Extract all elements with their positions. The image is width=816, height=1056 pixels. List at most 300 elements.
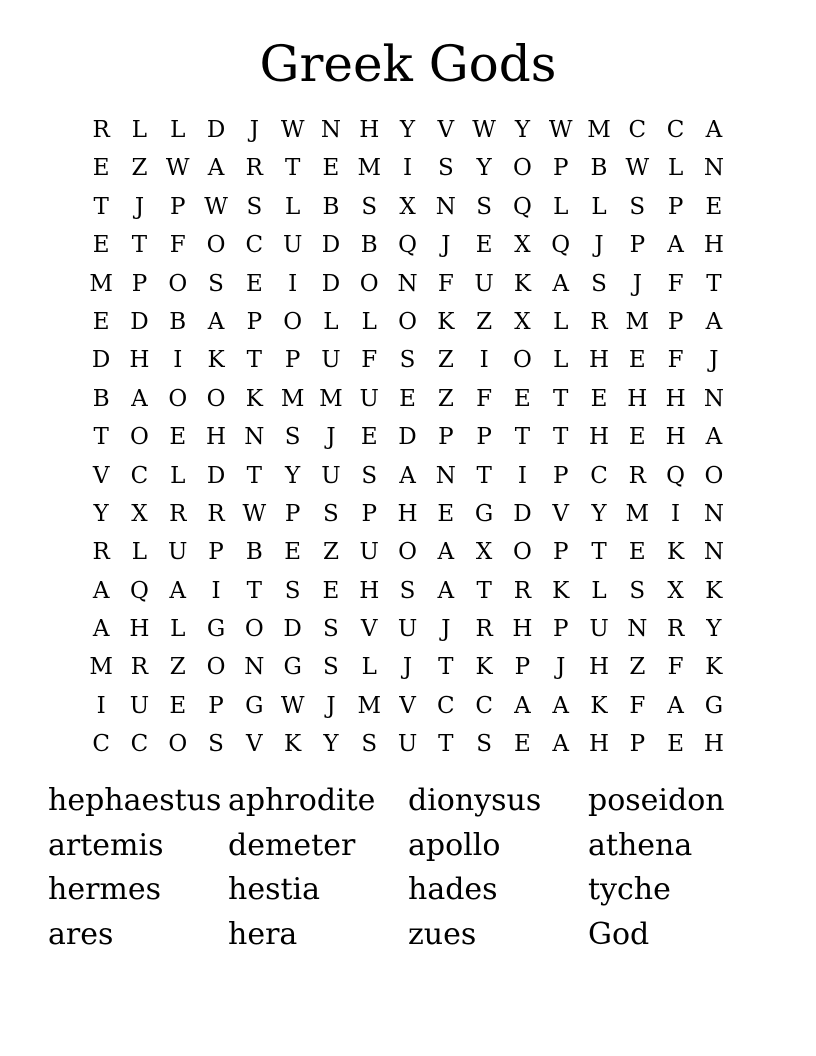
grid-letter: D [130,308,149,335]
grid-letter: A [514,692,531,719]
grid-letter: T [93,424,109,451]
grid-letter: C [130,462,149,489]
word-list-item: athena [588,827,693,863]
grid-letter: J [594,232,604,259]
grid-letter: T [553,424,569,451]
word-list-item: dionysus [408,783,542,818]
grid-letter: T [93,193,109,220]
grid-letter: U [282,232,303,259]
grid-letter: J [402,654,413,681]
grid-letter: N [244,654,265,681]
grid-letter: A [437,577,455,604]
grid-letter: N [320,117,341,143]
grid-letter: N [703,385,724,412]
grid-letter: P [552,155,569,182]
grid-letter: D [513,500,532,527]
grid-letter: R [666,616,685,643]
grid-letter: U [397,616,418,643]
grid-letter: K [513,270,531,297]
grid-letter: Y [591,500,607,527]
grid-letter: V [92,462,110,489]
grid-letter: M [89,654,113,681]
word-list-item: hephaestus [48,783,222,818]
grid-letter: J [134,193,145,220]
grid-letter: V [399,692,416,719]
grid-letter: P [552,539,569,566]
word-list-item: hades [408,872,498,907]
grid-letter: X [399,193,416,220]
grid-letter: R [628,462,646,489]
grid-letter: U [129,692,150,719]
grid-letter: H [588,424,610,451]
word-list-item: God [588,916,650,952]
grid-letter: P [208,539,224,566]
grid-letter: E [590,385,608,412]
grid-letter: P [552,616,569,643]
grid-letter: E [399,385,416,412]
grid-letter: O [398,308,417,335]
grid-letter: L [131,539,148,566]
grid-letter: W [204,193,228,220]
grid-letter: K [705,577,723,604]
grid-letter: A [667,232,684,259]
grid-letter: V [552,500,570,527]
grid-letter: J [326,424,336,451]
grid-letter: N [703,500,724,527]
grid-letter: W [548,117,573,143]
grid-letter: K [590,692,608,719]
grid-letter: K [552,577,570,604]
grid-letter: H [665,424,686,451]
grid-letter: X [667,577,684,604]
word-list [48,779,768,957]
grid-letter: S [591,270,607,297]
grid-letter: U [168,539,188,566]
grid-letter: T [438,731,454,758]
grid-letter: E [245,270,263,297]
grid-letter: P [361,500,377,527]
grid-letter: N [703,155,724,182]
grid-letter: K [475,654,493,681]
word-list-item: poseidon [588,783,725,818]
grid-letter: Z [131,155,148,182]
grid-letter: Q [130,577,149,604]
grid-letter: O [206,654,226,681]
grid-letter: X [514,308,531,335]
grid-letter: Q [512,193,532,220]
grid-letter: H [512,616,533,643]
grid-letter: C [666,117,685,143]
grid-letter: I [96,692,106,719]
grid-letter: R [92,539,110,566]
grid-letter: M [357,692,381,719]
grid-letter: S [476,193,492,220]
grid-letter: S [476,731,492,758]
grid-letter: O [283,308,303,335]
grid-letter: T [706,270,722,297]
letter-grid [82,111,733,764]
grid-letter: R [130,654,149,681]
grid-letter: B [360,232,378,259]
grid-letter: J [556,654,566,681]
grid-letter: E [628,424,646,451]
grid-letter: B [92,385,110,412]
grid-letter: E [92,155,110,182]
grid-letter: A [552,692,570,719]
grid-letter: H [588,347,610,374]
grid-letter: D [398,424,417,451]
grid-letter: A [437,539,455,566]
grid-letter: C [475,692,493,719]
grid-letter: N [397,270,418,297]
grid-letter: M [587,117,611,143]
grid-letter: G [474,500,494,527]
grid-letter: L [553,308,569,335]
grid-letter: E [628,539,646,566]
grid-letter: L [553,347,569,374]
grid-letter: K [207,347,225,374]
grid-letter: W [280,692,305,719]
grid-letter: E [667,731,684,758]
grid-letter: W [280,117,305,143]
grid-letter: S [361,193,378,220]
grid-letter: J [441,616,451,643]
grid-letter: A [552,270,570,297]
grid-letter: A [399,462,416,489]
word-list-item: hestia [228,872,321,907]
grid-letter: I [288,270,298,297]
grid-letter: F [437,270,454,297]
grid-letter: Z [437,385,454,412]
grid-letter: T [284,155,301,182]
grid-letter: Y [323,731,339,758]
grid-letter: L [170,462,186,489]
grid-letter: U [589,616,609,643]
grid-letter: U [474,270,494,297]
grid-letter: S [399,577,416,604]
grid-letter: O [512,155,532,182]
grid-letter: I [479,347,489,374]
grid-letter: E [705,193,723,220]
grid-letter: L [591,577,607,604]
grid-letter: F [169,232,186,259]
grid-letter: S [323,500,339,527]
grid-letter: Z [476,308,493,335]
grid-letter: M [280,385,305,412]
grid-letter: F [667,270,684,297]
grid-letter: Y [399,117,416,143]
word-list-item: aphrodite [228,783,376,818]
grid-letter: S [323,654,339,681]
grid-letter: E [169,692,187,719]
grid-letter: T [246,347,262,374]
grid-letter: S [361,731,378,758]
grid-letter: P [284,347,301,374]
grid-letter: H [359,117,380,143]
grid-letter: S [284,424,301,451]
grid-letter: L [284,193,301,220]
word-list-item: zues [408,916,477,952]
grid-letter: D [283,616,302,643]
grid-letter: P [131,270,148,297]
grid-letter: E [437,500,455,527]
grid-letter: E [322,155,340,182]
grid-letter: T [438,654,454,681]
grid-letter: W [625,155,650,182]
grid-letter: T [476,577,492,604]
grid-letter: M [319,385,343,412]
grid-letter: N [703,539,724,566]
grid-letter: E [514,385,531,412]
grid-letter: F [361,347,378,374]
grid-letter: A [552,731,570,758]
grid-letter: T [514,424,531,451]
grid-letter: Q [666,462,686,489]
grid-letter: V [246,731,263,758]
grid-letter: I [402,155,413,182]
grid-letter: H [397,500,418,527]
grid-letter: N [435,193,456,220]
grid-letter: Q [551,232,571,259]
grid-letter: P [552,462,569,489]
grid-letter: Z [437,347,454,374]
grid-letter: A [92,577,110,604]
grid-letter: L [667,155,684,182]
grid-letter: S [208,270,224,297]
word-list-item: artemis [48,827,164,863]
grid-letter: H [627,385,648,412]
grid-letter: S [437,155,454,182]
grid-letter: O [398,539,417,566]
word-list-item: demeter [228,827,356,863]
grid-letter: F [629,692,646,719]
grid-letter: H [665,385,686,412]
grid-letter: L [361,308,377,335]
grid-letter: A [207,155,225,182]
grid-letter: S [246,193,263,220]
grid-letter: T [553,385,569,412]
grid-letter: L [361,654,377,681]
grid-letter: O [168,270,188,297]
grid-letter: W [472,117,496,143]
grid-letter: E [514,731,531,758]
grid-letter: R [169,500,187,527]
grid-letter: I [211,577,221,604]
word-list-item: ares [48,916,114,952]
grid-letter: S [629,577,646,604]
grid-letter: Y [706,616,722,643]
grid-letter: O [512,347,532,374]
grid-letter: J [632,270,642,297]
grid-letter: O [206,232,226,259]
grid-letter: R [475,616,493,643]
grid-letter: A [169,577,187,604]
grid-letter: U [359,539,379,566]
grid-letter: H [588,654,610,681]
grid-letter: P [438,424,454,451]
grid-letter: T [131,232,148,259]
grid-letter: O [206,385,226,412]
grid-letter: P [514,654,531,681]
grid-letter: L [170,117,186,143]
grid-letter: G [245,692,264,719]
grid-letter: T [476,462,492,489]
grid-letter: A [667,692,684,719]
grid-letter: C [245,232,264,259]
grid-letter: A [705,424,723,451]
grid-letter: H [206,424,227,451]
grid-letter: L [170,616,186,643]
grid-letter: B [245,539,263,566]
grid-letter: O [244,616,264,643]
grid-letter: T [246,577,262,604]
grid-letter: K [667,539,685,566]
grid-letter: A [131,385,148,412]
grid-letter: S [323,616,339,643]
grid-letter: J [249,117,259,143]
grid-letter: E [322,577,340,604]
grid-letter: V [360,616,378,643]
grid-letter: H [703,232,724,259]
grid-letter: H [359,577,380,604]
grid-letter: U [321,347,341,374]
grid-letter: W [165,155,190,182]
grid-letter: C [130,731,149,758]
grid-letter: J [709,347,719,374]
grid-letter: S [399,347,416,374]
grid-letter: B [169,308,187,335]
grid-letter: U [321,462,341,489]
word-list-item: hermes [48,872,162,907]
grid-letter: D [91,347,111,374]
grid-letter: C [92,731,110,758]
grid-letter: P [629,731,646,758]
grid-letter: C [590,462,608,489]
grid-letter: E [284,539,302,566]
grid-letter: S [284,577,301,604]
grid-letter: R [207,500,225,527]
grid-letter: A [705,308,723,335]
grid-letter: L [131,117,148,143]
grid-letter: W [242,500,267,527]
grid-letter: J [441,232,451,259]
grid-letter: A [207,308,225,335]
grid-letter: P [667,308,684,335]
grid-letter: X [131,500,148,527]
grid-letter: R [245,155,263,182]
grid-letter: P [476,424,492,451]
grid-letter: F [667,654,684,681]
grid-letter: M [89,270,113,297]
grid-letter: I [671,500,681,527]
grid-letter: G [704,692,724,719]
grid-letter: D [321,270,341,297]
grid-letter: Y [476,155,492,182]
grid-letter: D [206,117,226,143]
grid-letter: H [703,731,724,758]
grid-letter: A [92,616,110,643]
grid-letter: S [629,193,646,220]
grid-letter: Y [285,462,301,489]
grid-letter: G [206,616,226,643]
grid-letter: P [629,232,646,259]
grid-letter: O [168,731,188,758]
grid-letter: L [591,193,607,220]
grid-letter: K [437,308,455,335]
grid-letter: M [625,500,650,527]
grid-letter: S [208,731,224,758]
grid-letter: R [590,308,608,335]
grid-letter: O [512,539,532,566]
grid-letter: V [437,117,455,143]
grid-letter: O [704,462,724,489]
grid-letter: U [359,385,379,412]
grid-letter: B [590,155,608,182]
grid-letter: E [169,424,187,451]
grid-letter: T [591,539,607,566]
grid-letter: P [208,692,224,719]
grid-letter: O [359,270,379,297]
grid-letter: Z [322,539,339,566]
grid-letter: E [360,424,378,451]
grid-letter: A [705,117,723,143]
grid-letter: L [553,193,569,220]
grid-letter: E [475,232,493,259]
grid-letter: N [435,462,456,489]
grid-letter: C [628,117,647,143]
grid-letter: Z [169,654,186,681]
grid-letter: H [129,616,150,643]
grid-letter: Z [629,654,646,681]
grid-letter: P [284,500,301,527]
grid-letter: T [246,462,262,489]
grid-letter: H [129,347,150,374]
grid-letter: E [92,308,110,335]
grid-letter: R [92,117,110,143]
grid-letter: D [206,462,226,489]
grid-letter: N [627,616,648,643]
grid-letter: F [476,385,493,412]
grid-letter: E [92,232,110,259]
grid-letter: G [283,654,302,681]
page-title: Greek Gods [259,35,557,93]
grid-letter: U [397,731,418,758]
grid-letter: B [322,193,340,220]
grid-letter: X [514,232,531,259]
grid-letter: P [170,193,186,220]
word-list-item: tyche [588,872,671,907]
grid-letter: O [130,424,149,451]
grid-letter: P [667,193,684,220]
grid-letter: C [437,692,455,719]
grid-letter: J [326,692,336,719]
grid-letter: H [588,731,610,758]
grid-letter: P [246,308,263,335]
grid-letter: R [513,577,532,604]
grid-letter: Y [514,117,530,143]
grid-letter: I [173,347,183,374]
word-list-item: apollo [408,827,501,863]
grid-letter: Y [93,500,109,527]
grid-letter: S [361,462,378,489]
grid-letter: E [628,347,646,374]
grid-letter: F [667,347,684,374]
word-list-item: hera [228,916,298,952]
grid-letter: K [284,731,302,758]
grid-letter: K [245,385,263,412]
grid-letter: O [168,385,188,412]
grid-letter: K [705,654,723,681]
